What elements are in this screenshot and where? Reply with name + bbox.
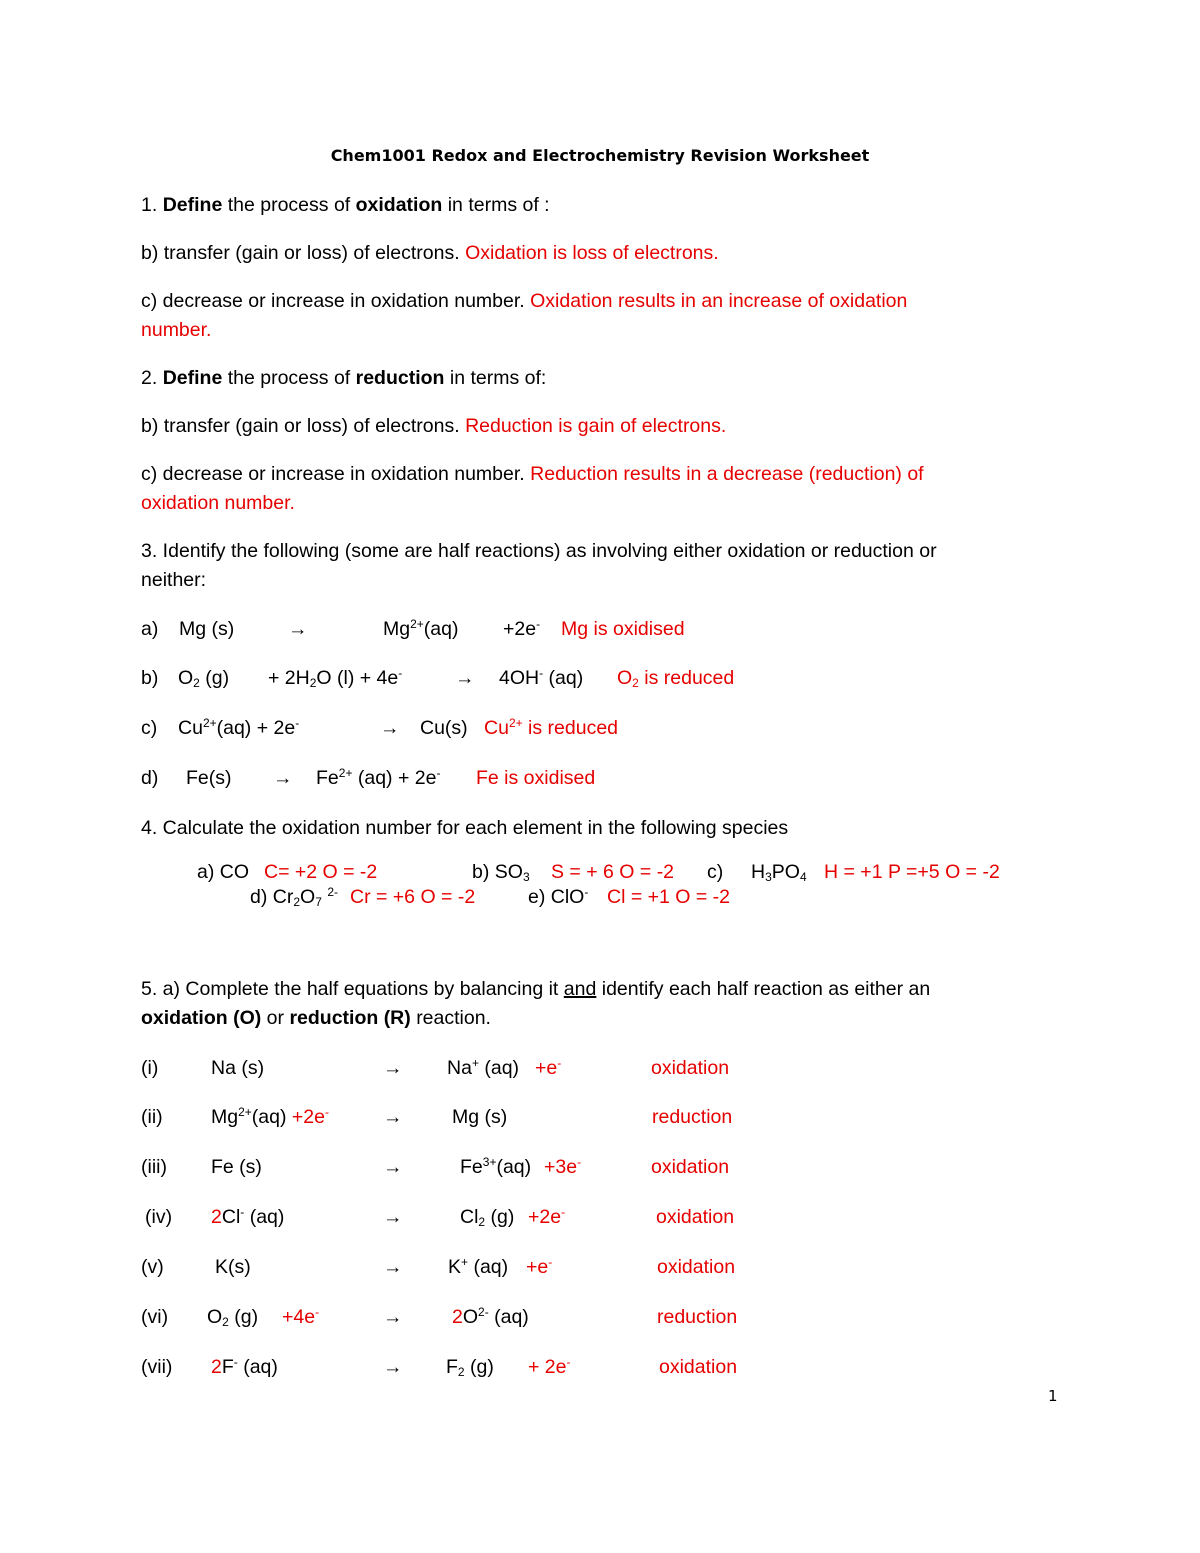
answer: 2: [211, 1356, 222, 1378]
answer: Cr = +6 O = -2: [350, 886, 476, 908]
arrow-icon: →: [288, 618, 308, 640]
arrow-icon: →: [383, 1306, 403, 1328]
answer: +2e-: [291, 1105, 329, 1128]
answer: 2: [211, 1206, 222, 1228]
answer: S = + 6 O = -2: [551, 861, 675, 883]
q4-intro: 4. Calculate the oxidation number for each element in the following species: [141, 817, 789, 839]
answer: oxidation: [657, 1256, 736, 1278]
page-title: Chem1001 Redox and Electrochemistry Revision Worksheet: [330, 146, 870, 165]
answer: oxidation: [651, 1156, 730, 1178]
answer: H = +1 P =+5 O = -2: [824, 861, 1000, 883]
q1-part-b: b) transfer (gain or loss) of electrons. Oxidation is loss of electrons.: [141, 242, 719, 264]
answer: Reduction results in a decrease (reduction) of: [530, 463, 924, 485]
arrow-icon: →: [383, 1206, 403, 1228]
q5-intro: 5. a) Complete the half equations by balancing it and identify each half reaction as either an: [141, 978, 931, 1000]
answer: reduction: [657, 1306, 738, 1328]
answer: 2: [452, 1306, 463, 1328]
answer: $Cu^{2+}$ is reduced: [484, 716, 619, 739]
arrow-icon: →: [383, 1106, 403, 1128]
q5-intro: oxidation (O) or reduction (R) reaction.: [141, 1007, 491, 1029]
arrow-icon: →: [383, 1356, 403, 1378]
answer: oxidation number.: [141, 492, 295, 514]
arrow-icon: →: [383, 1156, 403, 1178]
q1-part-c: c) decrease or increase in oxidation number. Oxidation results in an increase of oxidation: [141, 290, 908, 312]
worksheet-page: Chem1001 Redox and Electrochemistry Revision Worksheet 1. Define the process of oxidation in terms of : b) transfer (gain or loss) of electrons. Oxidation is loss of electrons. c) decrease or increase in oxidation number. Oxidation results in an increase of oxidation number. 2. Define the process of reduction in terms of: b) transfer (gain or loss) of electrons. Reduction is gain of electrons. c) decrease or increase in oxidation number. Reduction results in a decrease (reduction) of oxidation number. 3. Identify the following (some are half reactions) as involving either oxidation or reduction or neither: a) Mg (s) → $Mg^{2+}(aq)$ +2e- Mg is oxidised b) $O_2$ (g) + $2H_2O$ (l) + 4e- → 4OH- (aq) $O_2$ is reduced c) $Cu^{2+}(aq) + 2e^-$ → Cu(s) $Cu^{2+}$ is reduced d) Fe(s) → $Fe^{2+}$ (aq) + 2e- Fe is oxidised 4. Calculate the oxidation number for each element in the following species a) CO C= +2 O = -2 b) $SO_3$ S = + 6 O = -2 c) $H_3PO_4$ H = +1 P =+5 O = -2 d) $Cr_2O_7$ $^{2-}$ Cr = +6 O = -2 e) ClO- Cl = +1 O = -2 5. a) Complete the half equations by balancing it and identify each half reaction as either an oxidation (O) or reduction (R) reaction. (i) Na (s) → Na+ (aq) +e- oxidation (ii) $Mg^{2+}(aq) +2e^-$ → Mg (s) reduction (iii) Fe (s) → $Fe^{3+}(aq)$ +3e- oxidation (iv) 2Cl- (aq) → $Cl_2$ (g) +2e- oxidation (v) K(s) → K+ (aq) +e- oxidation (vi) $O_2$ (g) +4e- → $2O^{2-}$ (aq) reduction (vii) 2F- (aq) → $F_2$ (g) + 2e- oxidation 1: [0, 0, 1200, 1553]
answer: oxidation: [659, 1356, 738, 1378]
answer: +3e-: [544, 1155, 582, 1178]
q2-part-c: c) decrease or increase in oxidation number. Reduction results in a decrease (reduction) of: [141, 463, 924, 485]
answer: Oxidation is loss of electrons.: [465, 242, 719, 264]
answer: + 2e-: [528, 1355, 571, 1378]
answer: reduction: [652, 1106, 733, 1128]
answer: number.: [141, 319, 212, 341]
answer: oxidation: [651, 1057, 730, 1079]
answer: Cl = +1 O = -2: [607, 886, 731, 908]
q2-part-b: b) transfer (gain or loss) of electrons. Reduction is gain of electrons.: [141, 415, 727, 437]
answer: $O_2$ is reduced: [617, 667, 735, 690]
answer: C= +2 O = -2: [264, 861, 378, 883]
answer: +e-: [535, 1056, 562, 1079]
arrow-icon: →: [383, 1256, 403, 1278]
answer: +4e-: [282, 1305, 320, 1328]
answer: Oxidation results in an increase of oxidation: [530, 290, 908, 312]
answer: Mg is oxidised: [561, 618, 685, 640]
arrow-icon: →: [273, 767, 293, 789]
arrow-icon: →: [383, 1057, 403, 1079]
q3-intro: 3. Identify the following (some are half reactions) as involving either oxidation or reduction or: [141, 540, 937, 562]
arrow-icon: →: [455, 667, 475, 689]
answer: +e-: [526, 1255, 553, 1278]
page-number: 1: [1048, 1387, 1058, 1405]
q1-heading: 1. Define the process of oxidation in terms of :: [141, 194, 550, 216]
arrow-icon: →: [380, 717, 400, 739]
answer: oxidation: [656, 1206, 735, 1228]
q2-heading: 2. Define the process of reduction in terms of:: [141, 367, 547, 389]
answer: Fe is oxidised: [476, 767, 596, 789]
q3-intro: neither:: [141, 569, 207, 591]
answer: +2e-: [528, 1205, 566, 1228]
answer: Reduction is gain of electrons.: [465, 415, 727, 437]
